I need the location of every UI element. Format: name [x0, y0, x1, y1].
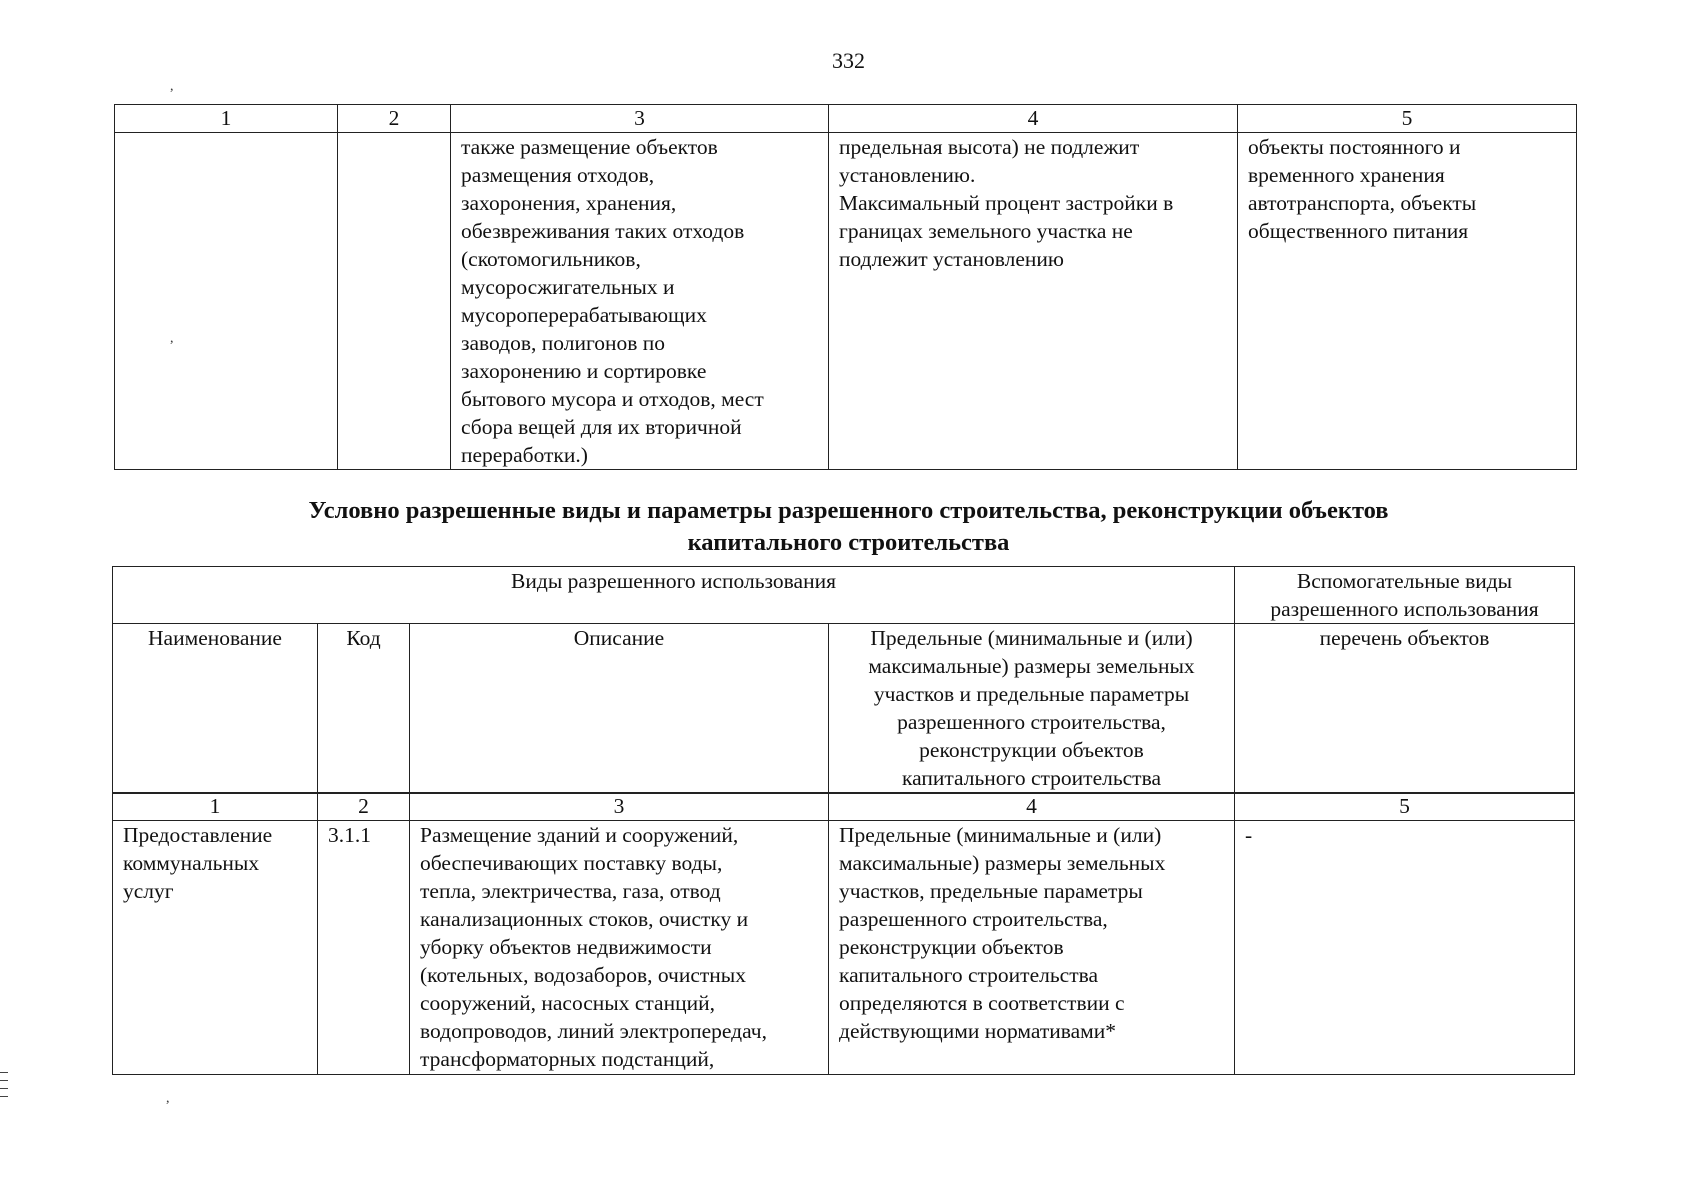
name-text: Предоставление коммунальных услуг — [123, 823, 273, 903]
description-cell — [410, 821, 829, 1075]
column-number: 3 — [410, 793, 829, 821]
limits-cell — [829, 133, 1238, 470]
scan-speck: , — [170, 79, 174, 94]
column-header-auxiliary: перечень объектов — [1235, 624, 1575, 794]
auxiliary-text: объекты постоянного и временного хранения автотранспорта, объекты общественного питания — [1248, 135, 1477, 243]
description-cell — [451, 133, 829, 470]
column-number: 2 — [338, 105, 451, 133]
section-heading — [200, 495, 1497, 559]
scan-speck: , — [170, 331, 174, 346]
limits-text: Предельные (минимальные и (или) максимальные) размеры земельных участков, предельные параметры разрешенного строительства, реконструкции объектов капитального строительства определяются в соответствии с действующими нормативами* — [839, 823, 1166, 1043]
section-heading-line1: Условно разрешенные виды и параметры разрешенного строительства, реконструкции объектов — [308, 497, 1389, 524]
scan-edge-mark — [0, 1080, 8, 1081]
group-header-aux-text: Вспомогательные виды разрешенного использования — [1270, 569, 1539, 621]
column-number: 1 — [115, 105, 338, 133]
column-number: 4 — [829, 793, 1235, 821]
column-header-row — [113, 624, 1575, 794]
name-cell — [113, 821, 318, 1075]
conditional-uses-header-table — [112, 566, 1575, 794]
limits-text: предельная высота) не подлежит установлению. Максимальный процент застройки в границах земельного участка не подлежит установлению — [839, 135, 1174, 271]
scan-edge-mark — [0, 1088, 8, 1089]
column-header-limits — [829, 624, 1235, 794]
column-number-row — [115, 105, 1577, 133]
column-number: 5 — [1235, 793, 1575, 821]
column-header-name: Наименование — [113, 624, 318, 794]
auxiliary-cell — [1238, 133, 1577, 470]
section-heading-line2: капитального строительства — [687, 529, 1010, 556]
group-header-main: Виды разрешенного использования — [113, 567, 1235, 624]
table-row — [115, 133, 1577, 470]
page-number: 332 — [832, 48, 865, 73]
description-text: также размещение объектов размещения отходов, захоронения, хранения, обезвреживания таких отходов (скотомогильников, мусоросжигательных и мусороперерабатывающих заводов, полигонов по захоронению и сортировке бытового мусора и отходов, мест сбора вещей для их вторичной переработки.) — [461, 135, 764, 467]
code-cell: 3.1.1 — [318, 821, 410, 1075]
scan-edge-mark — [0, 1072, 8, 1073]
column-header-limits-text: Предельные (минимальные и (или) максимальные) размеры земельных участков и предельные параметры разрешенного строительства, реконструкции объектов капитального строительства — [868, 626, 1195, 790]
name-cell — [115, 133, 338, 470]
column-header-description: Описание — [410, 624, 829, 794]
column-number: 5 — [1238, 105, 1577, 133]
scan-edge-mark — [0, 1096, 8, 1097]
column-header-code: Код — [318, 624, 410, 794]
column-number: 1 — [113, 793, 318, 821]
code-cell — [338, 133, 451, 470]
column-number: 3 — [451, 105, 829, 133]
column-number: 2 — [318, 793, 410, 821]
auxiliary-cell: - — [1235, 821, 1575, 1075]
limits-cell — [829, 821, 1235, 1075]
column-number-row — [113, 793, 1575, 821]
table-row — [113, 821, 1575, 1075]
description-text: Размещение зданий и сооружений, обеспечивающих поставку воды, тепла, электричества, газа, отвод канализационных стоков, очистку и уборку объектов недвижимости (котельных, водозаборов, очистных сооружений, насосных станций, водопроводов, линий электропередач, трансформаторных подстанций, — [420, 823, 767, 1071]
conditional-uses-table — [112, 792, 1575, 1075]
scan-speck: , — [166, 1091, 170, 1106]
column-number: 4 — [829, 105, 1238, 133]
group-header-row — [113, 567, 1575, 624]
group-header-aux — [1235, 567, 1575, 624]
continued-table — [114, 104, 1577, 470]
